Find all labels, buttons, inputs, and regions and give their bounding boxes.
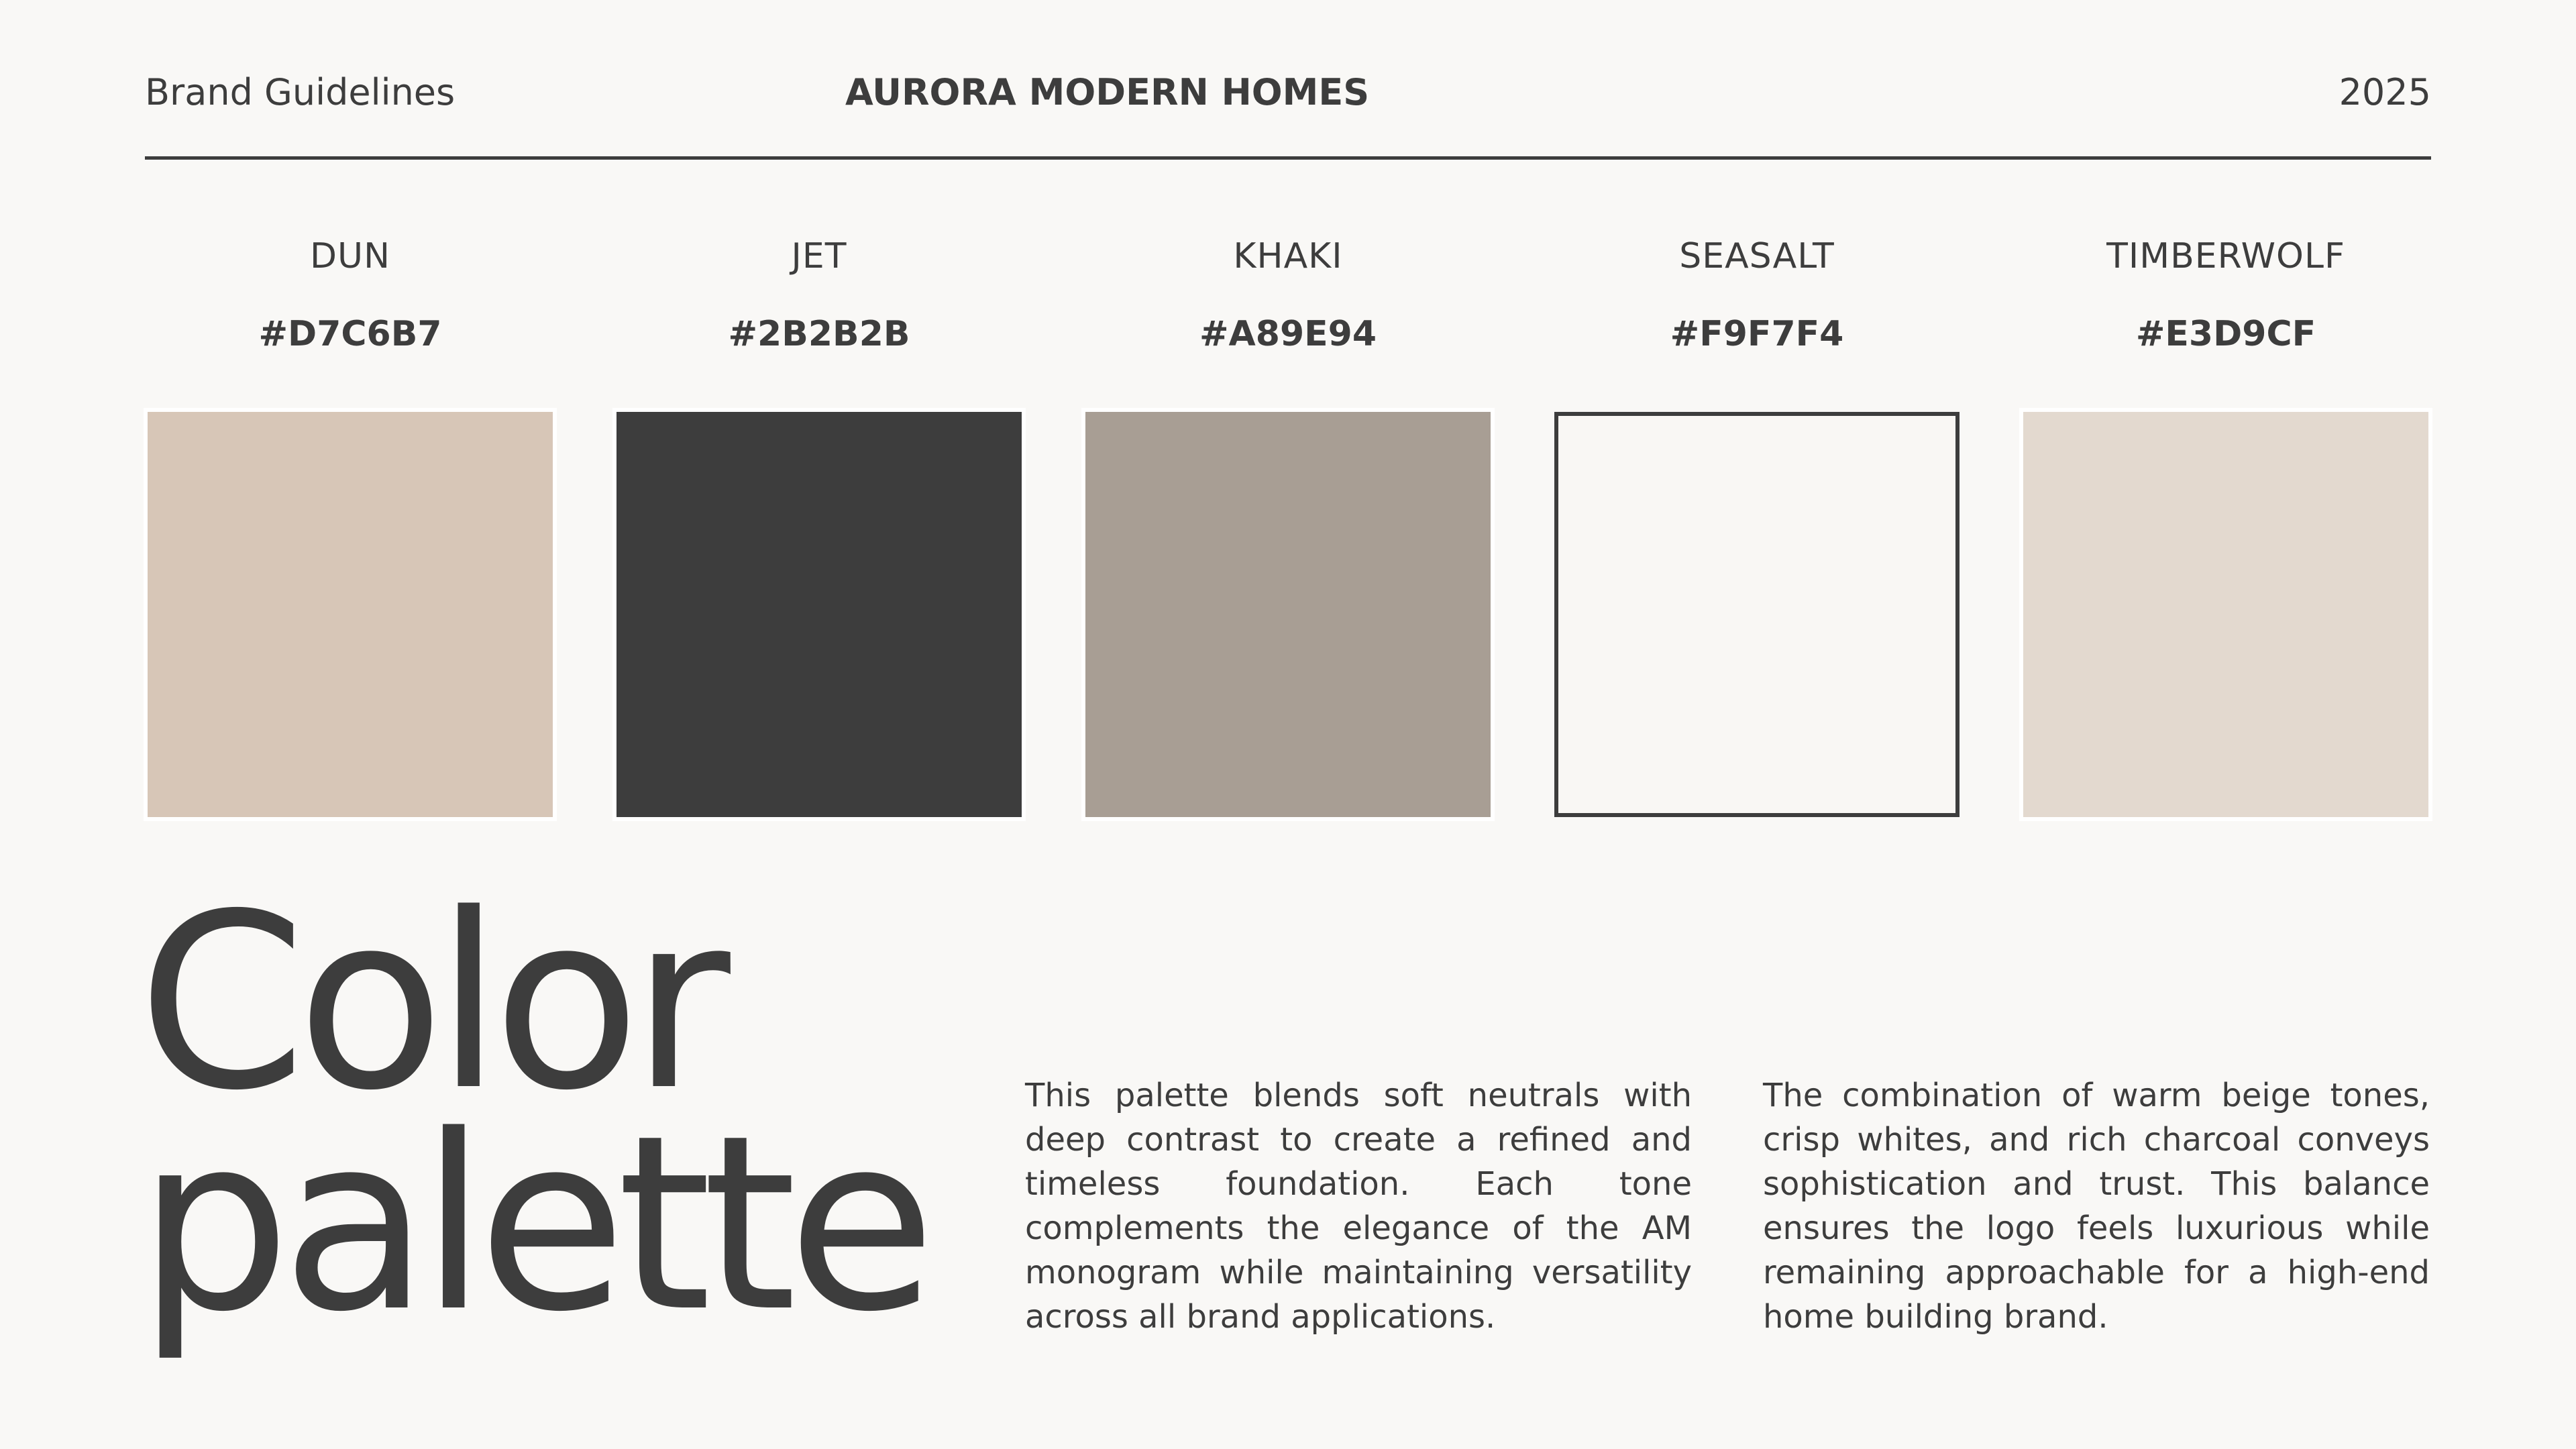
swatch-hex: #2B2B2B bbox=[728, 314, 910, 354]
brand-name: AURORA MODERN HOMES bbox=[845, 71, 1370, 113]
swatch-dun bbox=[145, 228, 555, 825]
swatch-hex: #F9F7F4 bbox=[1670, 314, 1844, 354]
page-header bbox=[145, 0, 2431, 160]
palette-description-2: The combination of warm beige tones, crisp whites, and rich charcoal conveys sophistication and trust. This balance ensures the logo feels luxurious while remaining approachable for a high-end home building brand. bbox=[1763, 1077, 2430, 1336]
color-palette bbox=[145, 228, 2431, 825]
swatch-color-box bbox=[148, 412, 553, 817]
swatch-khaki bbox=[1083, 228, 1493, 825]
document-label: Brand Guidelines bbox=[145, 71, 455, 113]
swatch-color-box bbox=[616, 412, 1022, 817]
swatch-color-box bbox=[1554, 412, 1960, 817]
palette-description-1: This palette blends soft neutrals with deep contrast to create a refined and timeless foundation. Each tone complements the elegance of the AM monogram while maintaining versatility across all brand applications. bbox=[1025, 1077, 1692, 1336]
swatch-name: TIMBERWOLF bbox=[2106, 236, 2345, 276]
swatch-name: DUN bbox=[310, 236, 390, 276]
swatch-jet bbox=[614, 228, 1024, 825]
swatch-color-box bbox=[1085, 412, 1491, 817]
swatch-hex: #E3D9CF bbox=[2135, 314, 2316, 354]
document-year: 2025 bbox=[2339, 71, 2431, 113]
page-title-line-2: palette bbox=[138, 1083, 927, 1364]
swatch-timberwolf bbox=[2021, 228, 2431, 825]
page-title bbox=[138, 862, 927, 1364]
swatch-name: JET bbox=[791, 236, 847, 276]
swatch-name: KHAKI bbox=[1233, 236, 1343, 276]
swatch-name: SEASALT bbox=[1679, 236, 1835, 276]
swatch-seasalt bbox=[1552, 228, 1962, 825]
swatch-hex: #D7C6B7 bbox=[258, 314, 442, 354]
swatch-hex: #A89E94 bbox=[1199, 314, 1377, 354]
page-title-line-1: Color bbox=[138, 862, 721, 1143]
swatch-color-box bbox=[2023, 412, 2428, 817]
